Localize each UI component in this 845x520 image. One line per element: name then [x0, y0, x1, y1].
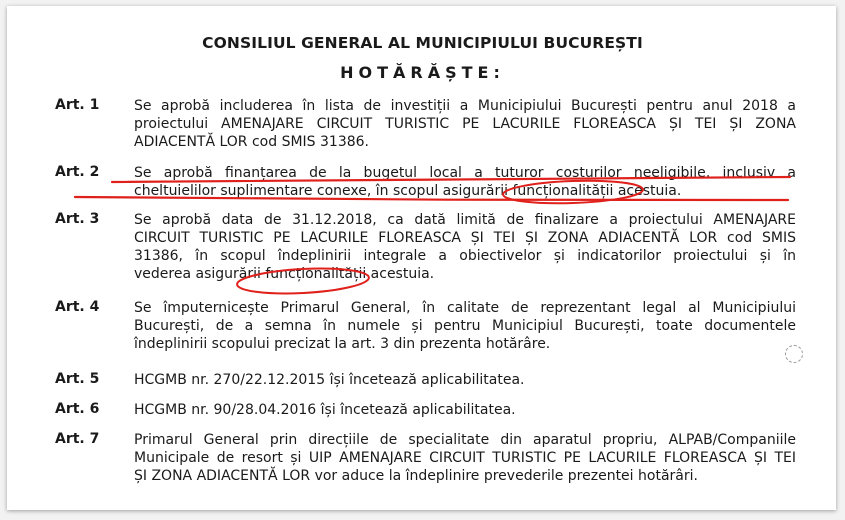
article-text [134, 431, 796, 485]
article-line: Primarul General prin direcțiile de specialitate din aparatul propriu, ALPAB/Companiile [134, 432, 796, 448]
article-text [134, 97, 796, 151]
article-text [134, 211, 796, 283]
article-line: Se împuternicește Primarul General, în calitate de reprezentant legal al Municipiului [134, 300, 796, 316]
article-label: Art. 3 [55, 211, 100, 227]
article-label: Art. 6 [55, 401, 100, 417]
article-line: vederea asigurării funcționalității acestuia. [134, 266, 435, 282]
article-text [134, 299, 796, 353]
article-line: Se aprobă data de 31.12.2018, ca dată limită de finalizare a proiectului AMENAJARE [134, 212, 796, 228]
article-line: CIRCUIT TURISTIC PE LACURILE FLOREASCA ȘI TEI ȘI ZONA ADIACENTĂ LOR cod SMIS [134, 230, 796, 246]
article-line: HCGMB nr. 90/28.04.2016 își încetează aplicabilitatea. [134, 402, 516, 418]
document-title: CONSILIUL GENERAL AL MUNICIPIULUI BUCUREȘTI [202, 34, 643, 52]
article-line: ȘI ZONA ADIACENTĂ LOR vor aduce la îndeplinire prevederile prezentei hotărâri. [134, 468, 698, 484]
article-label: Art. 5 [55, 371, 100, 387]
article-line: 31386, în scopul îndeplinirii integrale a obiectivelor și indicatorilor proiectului și în [134, 248, 796, 264]
article-line: Se aprobă includerea în lista de investiții a Municipiului București pentru anul 2018 a [134, 98, 796, 114]
faint-stamp-mark [785, 345, 803, 363]
article-text [134, 371, 796, 389]
article-line: îndeplinirii scopului precizat la art. 3 din prezenta hotărâre. [134, 336, 551, 352]
article-label: Art. 7 [55, 431, 100, 447]
article-line: Municipale de resort și UIP AMENAJARE CIRCUIT TURISTIC PE LACURILE FLOREASCA ȘI TEI [134, 450, 796, 466]
article-label: Art. 4 [55, 299, 100, 315]
article-line: HCGMB nr. 270/22.12.2015 își încetează aplicabilitatea. [134, 372, 525, 388]
article-line: cheltuielilor suplimentare conexe, în scopul asigurării funcționalității acestuia. [134, 183, 682, 199]
article-line: București, de a semna în numele și pentru Municipiul București, toate documentele [134, 318, 796, 334]
article-line: ADIACENTĂ LOR cod SMIS 31386. [134, 134, 370, 150]
article-label: Art. 1 [55, 97, 100, 113]
article-label: Art. 2 [55, 164, 100, 180]
article-text [134, 401, 796, 419]
article-text [134, 164, 796, 200]
article-line: Se aprobă finanțarea de la bugetul local a tuturor costurilor neeligibile, inclusiv a [134, 165, 796, 181]
decision-heading: HOTĂRĂȘTE: [340, 63, 505, 82]
article-line: proiectului AMENAJARE CIRCUIT TURISTIC PE LACURILE FLOREASCA ȘI TEI ȘI ZONA [134, 116, 796, 132]
